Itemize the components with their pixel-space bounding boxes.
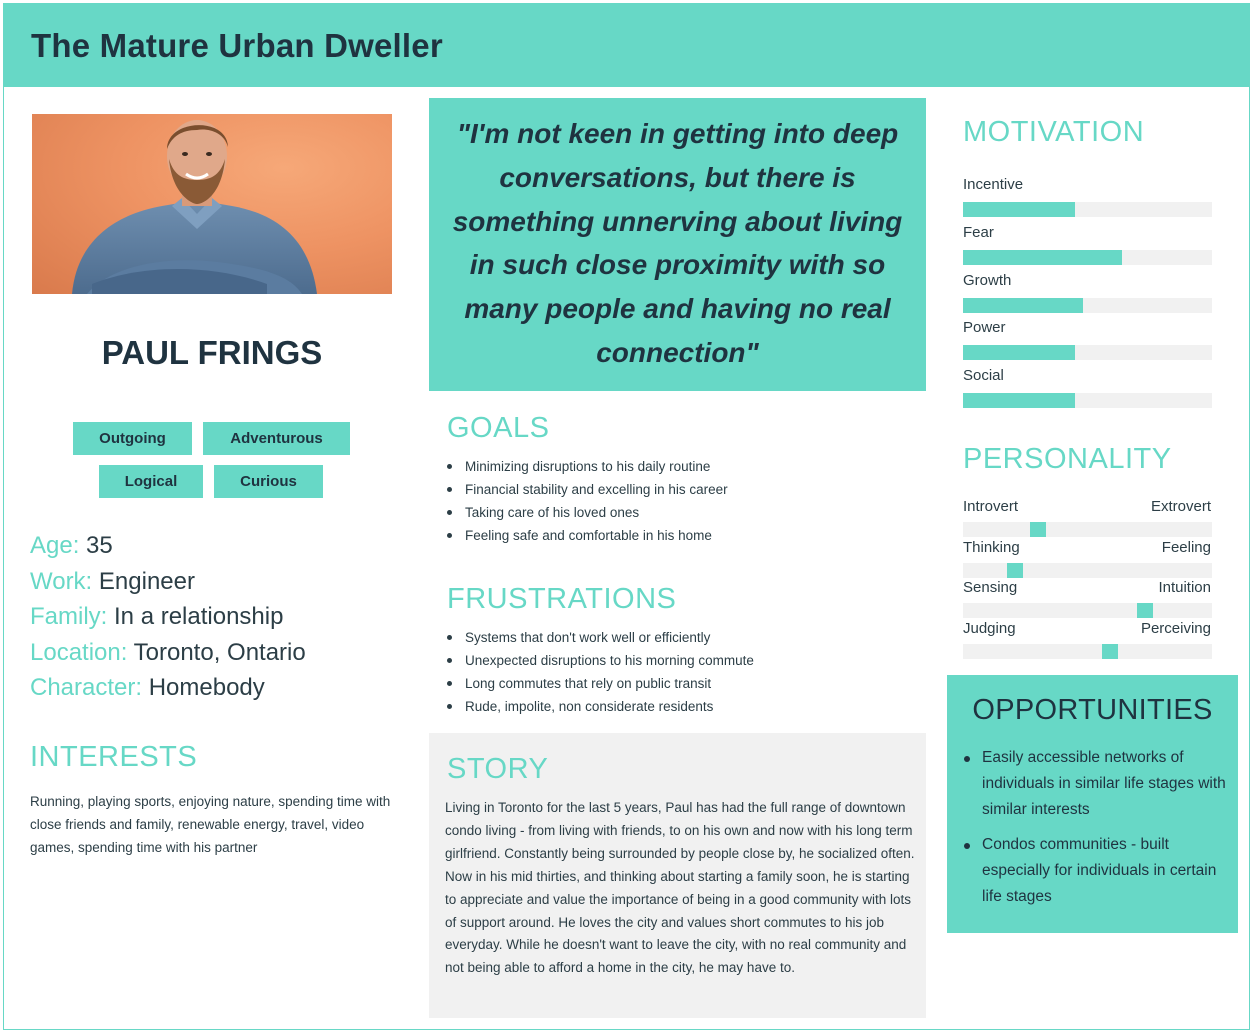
trait-tag: Curious	[214, 465, 323, 498]
bullet-icon	[447, 510, 452, 515]
fact-age	[30, 530, 306, 566]
fact-character	[30, 672, 306, 708]
persona-photo	[32, 114, 392, 294]
page-title: The Mature Urban Dweller	[31, 27, 443, 64]
motivation-bar-track	[963, 202, 1212, 217]
persona-facts	[30, 530, 306, 708]
trait-tag: Outgoing	[73, 422, 192, 455]
bullet-icon	[964, 756, 970, 762]
list-item	[447, 524, 728, 547]
list-item	[447, 626, 754, 649]
goal-text: Financial stability and excelling in his career	[465, 482, 728, 497]
frustrations-title: FRUSTRATIONS	[447, 583, 677, 615]
list-item	[447, 649, 754, 672]
goal-text: Minimizing disruptions to his daily routine	[465, 459, 711, 474]
bullet-icon	[447, 487, 452, 492]
fact-value: In a relationship	[114, 603, 284, 630]
list-item	[963, 745, 1228, 823]
quote-box	[429, 98, 926, 391]
goals-list	[447, 455, 728, 547]
personality-marker	[1137, 603, 1153, 618]
frustration-text: Long commutes that rely on public transit	[465, 676, 712, 691]
bullet-icon	[447, 635, 452, 640]
motivation-label: Fear	[963, 223, 994, 241]
bullet-icon	[447, 681, 452, 686]
motivation-bar-fill	[963, 345, 1075, 360]
motivation-bar-fill	[963, 202, 1075, 217]
motivation-label: Growth	[963, 271, 1012, 289]
story-text: Living in Toronto for the last 5 years, Paul has had the full range of downtown condo living - from living with friends, to on his own and now with his long term girlfriend. Constantly being surrounded by people close by, he socialized often. Now in his mid thirties, and thinking about starting a family soon, he is starting to appreciate and value the importance of being in a good community with lots of support around. He loves the city and values short commutes to his job everyday. While he doesn't want to leave the city, with no real community and not being able to afford a home in the city, he may have to.	[445, 800, 915, 976]
opportunity-text: Condos communities - built especially for individuals in certain life stages	[982, 836, 1217, 905]
fact-value: Toronto, Ontario	[133, 638, 306, 666]
bullet-icon	[447, 533, 452, 538]
list-item	[447, 672, 754, 695]
fact-value: Homebody	[148, 674, 265, 701]
personality-track	[963, 644, 1212, 659]
personality-title: PERSONALITY	[963, 443, 1172, 475]
personality-marker	[1007, 563, 1023, 578]
list-item	[447, 695, 754, 718]
frustration-text: Rude, impolite, non considerate residents	[465, 699, 714, 714]
opportunities-list	[963, 745, 1228, 919]
persona-name: PAUL FRINGS	[101, 334, 323, 371]
motivation-bar-track	[963, 345, 1212, 360]
trait-tag: Adventurous	[203, 422, 350, 455]
personality-track	[963, 603, 1212, 618]
motivation-bar-fill	[963, 393, 1075, 408]
fact-label: Age:	[30, 532, 80, 559]
motivation-title: MOTIVATION	[963, 116, 1145, 148]
personality-right-label: Extrovert	[1150, 498, 1211, 515]
fact-value: Engineer	[98, 567, 195, 595]
motivation-label: Power	[963, 319, 1006, 337]
goal-text: Feeling safe and comfortable in his home	[465, 528, 712, 543]
motivation-label: Incentive	[963, 176, 1024, 193]
personality-left-label: Judging	[963, 620, 1016, 638]
motivation-label: Social	[963, 367, 1004, 385]
bullet-icon	[447, 464, 452, 469]
interests-title: INTERESTS	[30, 741, 198, 773]
trait-tag: Logical	[99, 465, 203, 498]
opportunities-title: OPPORTUNITIES	[972, 694, 1213, 726]
personality-right-label: Perceiving	[1140, 620, 1211, 638]
bullet-icon	[964, 843, 970, 849]
fact-label: Location:	[30, 638, 128, 666]
personality-left-label: Sensing	[963, 579, 1018, 597]
fact-work	[30, 566, 306, 602]
header-bar	[3, 3, 1250, 87]
interests-text: Running, playing sports, enjoying nature, spending time with close friends and family, renewable energy, travel, video games, spending time with his partner	[30, 794, 391, 855]
personality-track	[963, 522, 1212, 537]
person-portrait-icon	[32, 114, 392, 294]
motivation-bar-fill	[963, 250, 1122, 265]
personality-left-label: Thinking	[963, 538, 1020, 556]
motivation-bar-fill	[963, 298, 1083, 313]
list-item	[963, 832, 1228, 910]
fact-label: Family:	[30, 603, 108, 630]
motivation-bar-track	[963, 298, 1212, 313]
list-item	[447, 501, 728, 524]
frustration-text: Systems that don't work well or efficiently	[465, 630, 711, 645]
personality-track	[963, 563, 1212, 578]
list-item	[447, 478, 728, 501]
list-item	[447, 455, 728, 478]
personality-marker	[1030, 522, 1046, 537]
fact-label: Character:	[30, 674, 143, 701]
bullet-icon	[447, 658, 452, 663]
personality-right-label: Intuition	[1158, 579, 1211, 597]
motivation-bar-track	[963, 250, 1212, 265]
personality-left-label: Introvert	[963, 498, 1019, 515]
bullet-icon	[447, 704, 452, 709]
personality-right-label: Feeling	[1161, 538, 1211, 556]
story-title: STORY	[447, 753, 549, 785]
personality-marker	[1102, 644, 1118, 659]
frustration-text: Unexpected disruptions to his morning commute	[465, 653, 754, 668]
fact-location	[30, 637, 306, 673]
motivation-bar-track	[963, 393, 1212, 408]
fact-label: Work:	[30, 567, 93, 595]
goals-title: GOALS	[447, 412, 550, 444]
opportunity-text: Easily accessible networks of individuals in similar life stages with similar interests	[982, 749, 1226, 818]
frustrations-list	[447, 626, 754, 718]
persona-quote: "I'm not keen in getting into deep conversations, but there is something unnerving about living in such close proximity with so many people and having no real connection"	[452, 118, 903, 368]
fact-value: 35	[86, 532, 113, 559]
fact-family	[30, 601, 306, 637]
goal-text: Taking care of his loved ones	[465, 505, 640, 520]
